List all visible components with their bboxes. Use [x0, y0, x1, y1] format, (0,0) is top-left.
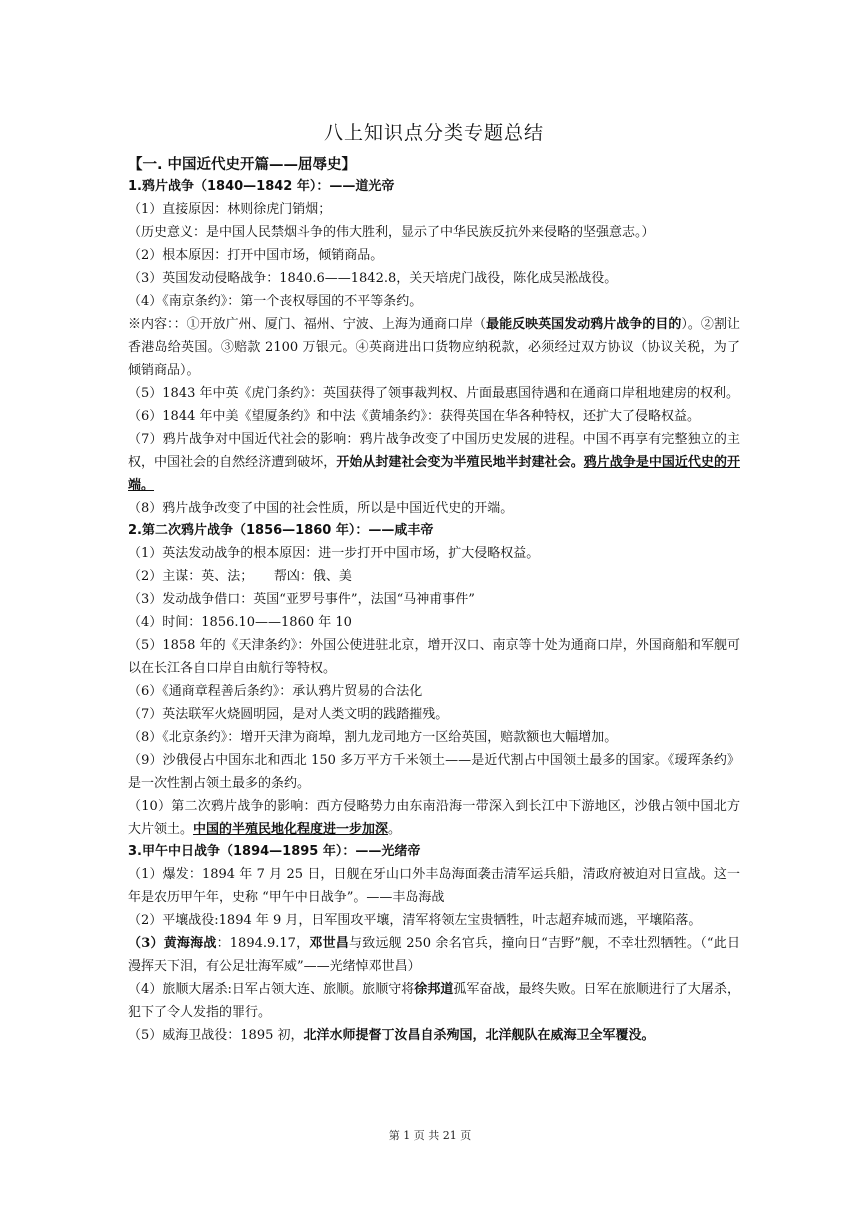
paragraph: （6）1844 年中美《望厦条约》和中法《黄埔条约》：获得英国在华各种特权，还扩大了侵略权益。	[128, 409, 700, 424]
subsection-heading-second-opium-war: 2.第二次鸦片战争（1856—1860 年）：——咸丰帝	[128, 523, 434, 538]
bold-underlined-text: 中国的半殖民地化程度进一步加深	[193, 822, 389, 837]
paragraph: （历史意义：是中国人民禁烟斗争的伟大胜利，显示了中华民族反抗外来侵略的坚强意志。）	[128, 225, 655, 240]
paragraph: （3）发动战争借口：英国“亚罗号事件”，法国“马神甫事件”	[128, 592, 475, 607]
page-content	[128, 118, 740, 1047]
subsection-heading-sino-japanese-war: 3.甲午中日战争（1894—1895 年）：——光绪帝	[128, 844, 421, 859]
paragraph	[128, 978, 740, 1024]
paragraph: （1）爆发：1894 年 7 月 25 日，日舰在牙山口外丰岛海面袭击清军运兵船，清政府被迫对日宣战。这一年是农历甲午年，史称 “甲午中日战争”。——丰岛海战	[128, 867, 740, 905]
text-run: （4）旅顺大屠杀:日军占领大连、旅顺。旅顺守将	[128, 982, 415, 997]
paragraph: （4）时间：1856.10——1860 年 10	[128, 615, 352, 630]
page-title: 八上知识点分类专题总结	[323, 122, 544, 144]
bold-text: （3）黄海海战	[128, 936, 217, 951]
text-run: 与致远舰 250 余名官兵，撞向日“吉野”舰，不幸壮烈牺牲。（“此日漫挥天下泪，有公足壮海军威”——光绪悼邓世昌）	[128, 936, 740, 974]
text-run: ：1894.9.17，	[216, 936, 310, 951]
paragraph: （3）英国发动侵略战争：1840.6——1842.8，关天培虎门战役，陈化成吴淞战役。	[128, 271, 618, 286]
paragraph	[128, 932, 740, 978]
paragraph: （2）主谋：英、法； 帮凶：俄、美	[128, 569, 352, 584]
subsection-heading-opium-war: 1.鸦片战争（1840—1842 年）：——道光帝	[128, 179, 395, 194]
section-heading: 【一. 中国近代史开篇——屈辱史】	[128, 157, 357, 173]
bold-text: 邓世昌	[309, 936, 350, 951]
paragraph: （9）沙俄侵占中国东北和西北 150 多万平方千米领土——是近代割占中国领土最多的国家。《瑷珲条约》是一次性割占领土最多的条约。	[128, 753, 740, 791]
paragraph	[128, 795, 740, 841]
paragraph: （5）1843 年中英《虎门条约》：英国获得了领事裁判权、片面最惠国待遇和在通商口岸租地建房的权利。	[128, 386, 739, 401]
paragraph	[128, 313, 740, 382]
paragraph: （4）《南京条约》：第一个丧权辱国的不平等条约。	[128, 294, 423, 309]
bold-underlined-text: 鸦片战争是中国近代史的开端。	[128, 455, 740, 493]
paragraph: （7）英法联军火烧圆明园，是对人类文明的践踏摧残。	[128, 707, 449, 722]
paragraph: （2）平壤战役:1894 年 9 月，日军围攻平壤，清军将领左宝贵牺牲，叶志超弃城而逃，平壤陷落。	[128, 913, 702, 928]
bold-text: 开始从封建社会变为半殖民地半封建社会。	[336, 455, 584, 470]
bold-text: 最能反映英国发动鸦片战争的目的	[486, 317, 682, 332]
paragraph: （2）根本原因：打开中国市场，倾销商品。	[128, 248, 384, 263]
paragraph	[128, 1024, 740, 1047]
page-footer: 第 1 页 共 21 页	[388, 1129, 472, 1142]
text-run: ）。②割让香港岛给英国。③赔款 2100 万银元。④英商进出口货物应纳税款，必须经过双方协议（协议关税，为了倾销商品）。	[128, 317, 740, 378]
paragraph: （1）直接原因：林则徐虎门销烟；	[128, 202, 332, 217]
paragraph	[128, 428, 740, 497]
paragraph: （5）1858 年的《天津条约》：外国公使进驻北京，增开汉口、南京等十处为通商口岸，外国商船和军舰可以在长江各自口岸自由航行等特权。	[128, 638, 740, 676]
bold-text: 北洋水师提督丁汝昌自杀殉国，北洋舰队在威海卫全军覆没。	[303, 1028, 655, 1043]
paragraph: （6）《通商章程善后条约》：承认鸦片贸易的合法化	[128, 684, 423, 699]
text-run: （5）威海卫战役：1895 初，	[128, 1028, 304, 1043]
text-run: 孤军奋战，最终失败。日军在旅顺进行了大屠杀，犯下了令人发指的罪行。	[128, 982, 740, 1020]
paragraph: （8）《北京条约》：增开天津为商埠，割九龙司地方一区给英国，赔款额也大幅增加。	[128, 730, 618, 745]
paragraph: （8）鸦片战争改变了中国的社会性质，所以是中国近代史的开端。	[128, 501, 514, 516]
text-run: （10）第二次鸦片战争的影响：西方侵略势力由东南沿海一带深入到长江中下游地区，沙俄占领中国北方大片领土。	[128, 799, 740, 837]
text-run: （7）鸦片战争对中国近代社会的影响：鸦片战争改变了中国历史发展的进程。中国不再享有完整独立的主权，中国社会的自然经济遭到破坏，	[128, 432, 740, 470]
paragraph: （1）英法发动战争的根本原因：进一步打开中国市场，扩大侵略权益。	[128, 546, 540, 561]
text-run: ※内容：：①开放广州、厦门、福州、宁波、上海为通商口岸（	[128, 317, 487, 332]
bold-text: 徐邦道	[414, 982, 454, 997]
text-run: 。	[388, 822, 402, 837]
